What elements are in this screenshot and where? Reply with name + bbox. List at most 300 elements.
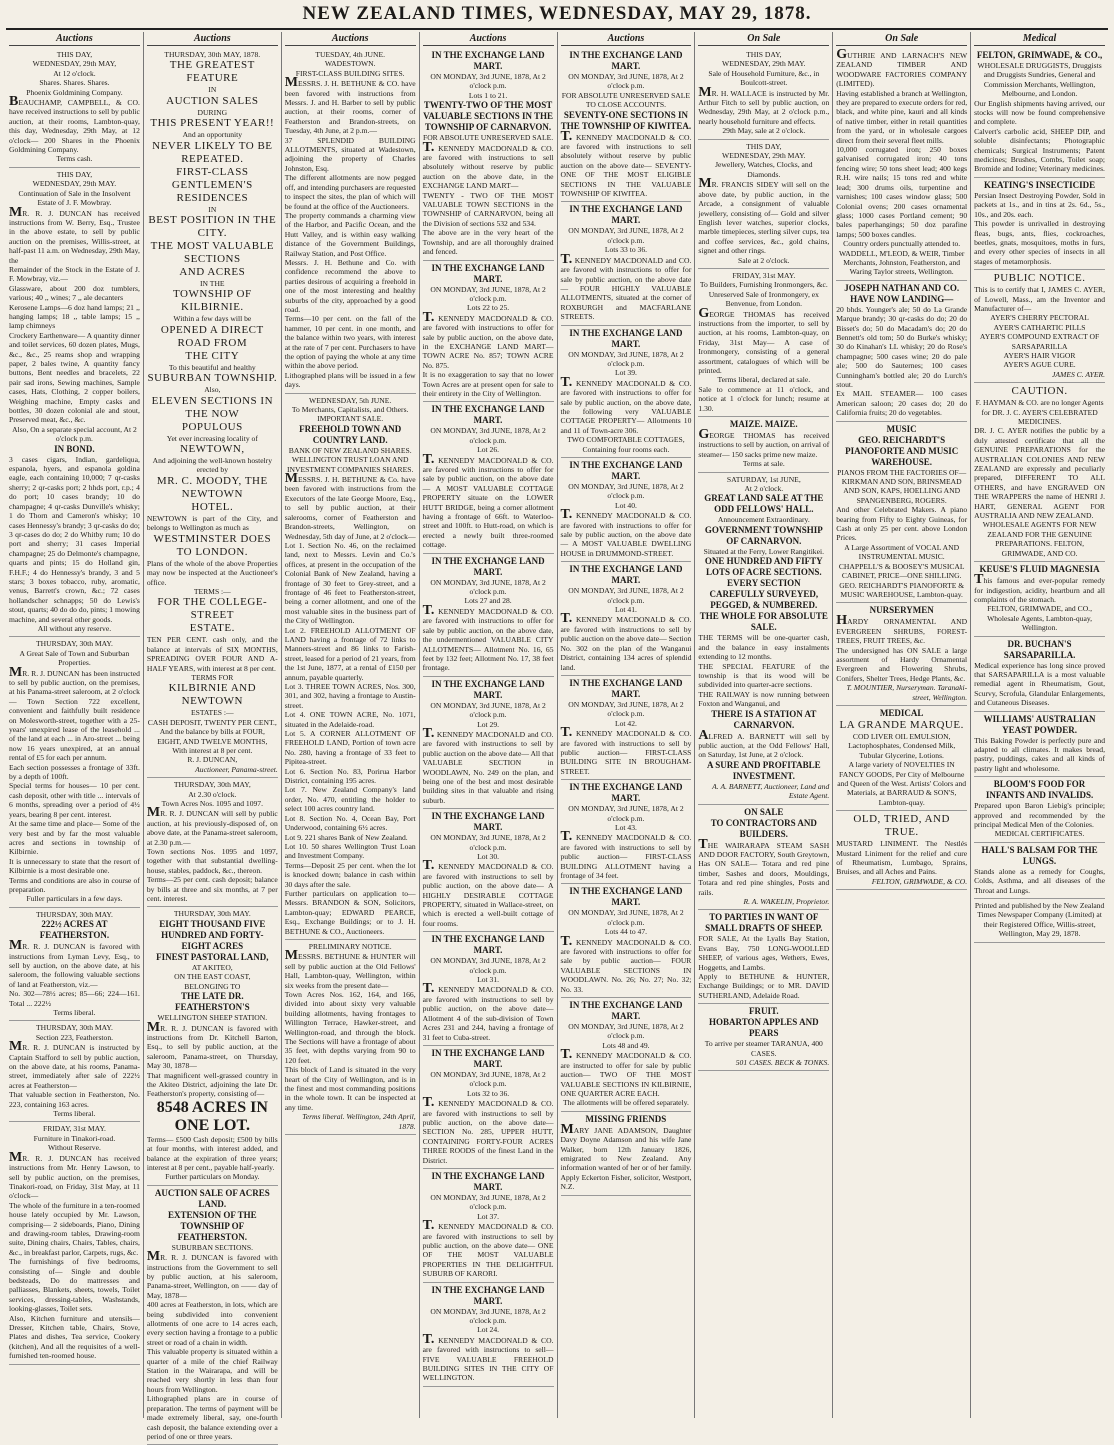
- ad-text: ONE HUNDRED AND FIFTY LOTS OF ACRE SECTIONS.: [704, 556, 823, 578]
- ad-text: Having established a branch at Wellington, they are prepared to execute orders for red, black, and white pine, kauri and all kinds of native timber, either in retail quantities from the yard, or in wholesale cargoes direct from their several fleet mills.: [836, 88, 968, 145]
- ad-text: Shares. Shares. Shares.: [39, 78, 110, 88]
- ad-text: WELLINGTON TRUST LOAN AND INVESTMENT COMPANIES SHARES.: [287, 455, 414, 474]
- ad-text: BLOOM'S FOOD FOR INFANTS AND INVALIDS.: [985, 779, 1094, 801]
- ad-text: The whole of the furniture in a ten-roomed house lately occupied by Mr. Lawson, comprising— 2 sideboards, Piano, Dining and drawing-room tables, Drawing-room suite, Dining chairs, Chairs, Tables, chairs, &c., in breakfast parlor, Carpets, rugs, &c.: [9, 1200, 140, 1257]
- ad-text: Terms cash.: [56, 154, 93, 164]
- ad-text: Announcement Extraordinary.: [717, 515, 810, 525]
- ad-text: TWENTY-TWO OF THE MOST VALUABLE SECTIONS IN THE TOWNSHIP OF CARNARVON.: [423, 100, 554, 133]
- ad-text: Lot 31.: [477, 975, 500, 985]
- ad-text: F. HAYMAN & CO. are no longer Agents for DR. J. C. AYER'S CELEBRATED MEDICINES.: [975, 398, 1104, 426]
- ad-text: Lot 24.: [477, 1325, 500, 1335]
- advertisement: [9, 168, 140, 638]
- ad-text: IMPORTANT SALE.: [317, 414, 384, 424]
- ad-text: And the balance by bills at FOUR, EIGHT, AND TWELVE MONTHS,: [157, 727, 268, 746]
- ad-text: WHOLESALE DRUGGISTS, Druggists and Druggists Sundries, General and Commission Merchants, Wellington, Melbourne, and London.: [977, 61, 1102, 99]
- ad-text: Furniture in Tinakori-road.: [33, 1133, 116, 1143]
- ad-text: TO PARTIES IN WANT OF SMALL DRAFTS OF SHEEP.: [705, 912, 823, 934]
- ad-text: BEAUCHAMP, CAMPBELL, & CO. have received instructions to sell by public auction, at their rooms, Lambton-quay, this day, Wednesday, 29th May, at 12 o'clock— 200 Shares in the Phoenix Goldmining Company.: [9, 94, 140, 155]
- masthead: [6, 0, 1108, 30]
- ad-text: THE GREATEST FEATURE: [169, 59, 255, 85]
- ad-text: ESTATE.: [189, 622, 235, 635]
- ad-text: THE WHOLE FOR ABSOLUTE SALE.: [699, 611, 828, 633]
- ad-text: IN THE EXCHANGE LAND MART.: [431, 404, 545, 426]
- advertisement: [974, 777, 1105, 843]
- advertisement: [698, 269, 829, 417]
- advertisement: [423, 809, 554, 932]
- ad-text: THURSDAY, 30th MAY.: [173, 909, 251, 919]
- ad-text: ON MONDAY, 3rd JUNE, 1878, At 2 o'clock p.m.: [568, 804, 684, 823]
- ad-text: Town sections Nos. 1095 and 1097, together with that substantial dwelling-house, stables, paddock, &c., thereon.: [146, 847, 278, 875]
- ad-text: EVERY SECTION CAREFULLY SURVEYED, PEGGED, & NUMBERED.: [709, 578, 819, 611]
- ad-text: WEDNESDAY, 29th MAY.: [722, 59, 806, 69]
- ad-text: Sale at 2 o'clock.: [738, 255, 790, 265]
- advertisement: [561, 884, 692, 998]
- ad-text: FOR THE COLLEGE-STREET: [157, 596, 268, 622]
- ad-text: Calvert's carbolic acid, SHEEP DIP, and soluble disinfectants; Photographic chemicals; Surgical Instruments; Patent medicines; Brushes, Combs, Toilet soap; Bromide and Iodine; Veterinary medicines.: [974, 126, 1105, 174]
- ad-text: ON MONDAY, 3rd JUNE, 1878, At 2 o'clock p.m.: [430, 1069, 546, 1089]
- ad-text: IN THE EXCHANGE LAND MART.: [431, 1170, 545, 1192]
- advertisement: [561, 326, 692, 458]
- advertisement: [836, 422, 967, 604]
- ad-text: No. 302—78½ acres; 85—66; 224—161. Total ... 222½: [9, 989, 140, 1008]
- ad-text: Lot 8. Section No. 4, Ocean Bay, Port Underwood, containing 6½ acres.: [284, 813, 416, 833]
- ad-text: Lot 37.: [477, 1211, 500, 1221]
- ad-text: FINEST PASTORAL LAND,: [156, 951, 269, 962]
- ad-text: FELTON, GRIMWADE, & CO.: [871, 876, 968, 886]
- ad-text: IN THE EXCHANGE LAND MART.: [431, 678, 545, 700]
- ad-text: And an opportunity: [182, 130, 243, 140]
- ad-text: GUTHRIE AND LARNACH'S NEW ZEALAND TIMBER AND WOODWARE FACTORIES COMPANY (LIMITED).: [836, 47, 968, 89]
- ad-text: The furnishings of five bedrooms, consisting of— Single and double bedsteads, Do do mattresses and palliasses, Blankets, sheets, towels, Toilet services, dressing-tables, Washstands, looking-glasses, Toilet sets.: [9, 1257, 140, 1314]
- ad-text: AYER'S AGUE CURE.: [1003, 360, 1076, 370]
- ad-text: THE RAILWAY is now running between Foxton and Wanganui, and: [698, 689, 830, 709]
- advertisement: [9, 637, 140, 907]
- advertisement: [561, 1112, 692, 1196]
- ad-text: T. KENNEDY MACDONALD & CO. are favored with instructions to sell by public auction, on the above date— SECTION No. 285, UPPER HUTT, CONTAINING FORTY-FOUR ACRES THREE ROODS of the finest Land in the District.: [422, 1095, 554, 1165]
- ad-text: THE SPECIAL FEATURE of the township is that its wood will be subdivided into quarter-acre sections.: [698, 661, 830, 690]
- ad-text: JAMES C. AYER.: [1051, 369, 1105, 379]
- ad-text: Lots 27 and 28.: [464, 596, 512, 606]
- advertisement: [974, 383, 1105, 562]
- ad-text: erected by: [196, 465, 229, 475]
- ad-text: ON MONDAY, 3rd JUNE, 1878, At 2 o'clock p.m.: [430, 1192, 546, 1212]
- advertisement: [974, 637, 1105, 712]
- ad-text: T. MOUNTIER, Nurseryman. Taranaki-street, Wellington.: [846, 683, 968, 702]
- ad-text: A large variety of NOVELTIES IN FANCY GOODS, Per City of Melbourne and Queen of the West. Artists' Colors and Materials, at BARRAUD & SON'S, Lambton-quay.: [837, 760, 967, 807]
- ad-text: SATURDAY, 1st JUNE,: [726, 474, 801, 484]
- ad-text: 400 acres at Featherston, in lots, which are being subdivided into convenient allotments of one acre to 14 acres each, every section having a frontage to a public street or road of a chain in width.: [146, 1300, 278, 1347]
- ad-text: All without any reserve.: [37, 623, 112, 633]
- ad-text: MUSTARD LINIMENT. The Nestlés Mustard Liniment for the relief and cure of Rheumatism, Lumbago, Sprains, Bruises, and all Aches and Pains.: [836, 839, 968, 877]
- ad-text: Printed and published by the New Zealand Times Newspaper Company (Limited) at their Registered Office, Willis-street, Wellington, May 29, 1878.: [974, 901, 1105, 939]
- ad-text: GOVERNMENT TOWNSHIP OF CARNARVON.: [704, 524, 823, 546]
- ad-text: T. KENNEDY MACDONALD & CO. are favored with instructions to sell by public auction— FIRST-CLASS BUILDING ALLOTMENT having a frontage of 34 feet.: [560, 829, 692, 880]
- ad-text: PUBLIC NOTICE.: [993, 272, 1086, 285]
- ad-text: IN THE EXCHANGE LAND MART.: [431, 555, 545, 577]
- ad-text: FRIDAY, 31st MAY.: [732, 270, 796, 280]
- ad-text: Country orders punctually attended to.: [843, 239, 961, 249]
- advertisement: [147, 48, 278, 778]
- column-heading: Auctions: [9, 32, 140, 46]
- ad-text: TWO COMFORTABLE COTTAGES, Containing four rooms each.: [567, 435, 685, 454]
- ad-text: THE CITY: [185, 349, 240, 362]
- ad-text: MR. R. J. DUNCAN has received instructions from Mr. Henry Lawson, to sell by public auction, on the premises, Tinakori-road, on Friday, 31st May, at 11 o'clock—: [9, 1149, 140, 1201]
- ad-text: Lot 29.: [477, 719, 500, 729]
- ad-text: Terms— £500 Cash deposit; £500 by bills at four months, with interest added, and balance at the expiration of three years; interest at 8 per cent., payable half-yearly.: [146, 1134, 278, 1172]
- ad-text: MR. R. J. DUNCAN is instructed by Captain Stafford to sell by public auction, on the above date, at his rooms, Panama-street, immediately after sale of 222½ acres at Featherston—: [9, 1039, 140, 1090]
- ad-text: At 2 o'clock.: [744, 484, 784, 494]
- column-heading: Medical: [974, 32, 1105, 46]
- ad-text: ESTATES :—: [190, 708, 234, 718]
- ad-text: WHOLESALE AGENTS FOR NEW ZEALAND FOR THE GENUINE PREPARATIONS. FELTON, GRIMWADE, AND CO.: [982, 520, 1097, 558]
- ad-text: TEN PER CENT. cash only, and the balance at intervals of SIX MONTHS, SPREADING OVER FOUR AND A-HALF YEARS, with interest at 8 per cent.: [146, 635, 278, 673]
- ad-text: NEVER LIKELY TO BE REPEATED.: [152, 139, 273, 165]
- ad-text: Town Acres Nos. 162, 164, and 166, divided into about sixty very valuable building allotments, having frontages to Willington Terrace, Hawker-street, and Wellington-road, and through the block. The Sections will have a frontage of about 35 feet, with depths varying from 90 to 120 feet.: [284, 990, 416, 1065]
- ad-text: Terms—25 per cent. cash deposit; balance by bills at three and six months, at 7 per cent. interest.: [146, 875, 278, 904]
- ad-text: Messrs. J. H. Bethune and Co. with confidence recommend the above to parties desirous of acquiring a freehold in one of the most interesting and healthy suburbs of the city, approached by a good road.: [284, 257, 416, 314]
- ad-text: IN THE EXCHANGE LAND MART.: [569, 204, 683, 226]
- ad-text: BANK OF NEW ZEALAND SHARES.: [288, 445, 412, 455]
- advertisement: [836, 281, 967, 422]
- advertisement: [423, 1283, 554, 1387]
- ad-text: This powder is unrivalled in destroying fleas, bugs, ants, flies, cockroaches, beetles, gnats, mosquitoes, moths in furs, and every other species of insects in all stages of metamorphosis.: [974, 219, 1105, 266]
- advertisement: [974, 899, 1105, 943]
- advertisement: [561, 998, 692, 1112]
- ad-text: ON MONDAY, 3rd JUNE, 1878, At 2 o'clock p.m.: [430, 700, 546, 720]
- ad-text: MEDICAL: [879, 707, 924, 718]
- ad-text: To this beautiful and healthy: [168, 362, 256, 372]
- ad-text: WILLIAMS' AUSTRALIAN YEAST POWDER.: [983, 713, 1096, 735]
- ad-text: GEO. REICHARDT'S PIANOFORTE AND MUSIC WAREHOUSE.: [845, 434, 959, 467]
- ad-text: Medical experience has long since proved that SARSAPARILLA is a most valuable remedial agent in Rheumatism, Gout, Scurvy, Scrofula, Glandular Enlargements, and Cutaneous Diseases.: [974, 660, 1105, 708]
- column-2: [144, 32, 282, 1441]
- ad-text: ON MONDAY, 3rd JUNE, 1878, At 2 o'clock p.m.: [430, 1306, 546, 1326]
- ad-text: At 2.30 o'clock.: [188, 789, 237, 799]
- ad-text: DURING: [197, 107, 228, 117]
- ad-text: KILBIRNIE AND NEWTOWN: [168, 682, 257, 708]
- ad-text: ELEVEN SECTIONS IN THE NOW: [151, 394, 274, 420]
- ad-text: Lot 9. 221 shares Bank of New Zealand.: [284, 832, 408, 842]
- ad-text: At the same time and place— Some of the very best and by far the most valuable acres and sections in township of Kilbirnie.: [9, 819, 140, 857]
- ad-text: The above are in the very heart of the Township, and are all thoroughly drained and fenced.: [422, 228, 554, 257]
- column-heading: Auctions: [423, 32, 554, 46]
- ad-text: MR. C. MOODY, THE NEWTOWN: [156, 474, 268, 500]
- ad-text: ON MONDAY, 3rd JUNE, 1878, At 2 o'clock p.m.: [568, 908, 684, 927]
- advertisement: [285, 48, 416, 394]
- ad-text: NEWTOWN is part of the City, and belongs to Wellington as much as: [146, 513, 278, 533]
- advertisement: [561, 458, 692, 562]
- ad-text: IN THE: [200, 279, 225, 289]
- ad-text: FRIDAY, 31st MAY.: [42, 1124, 106, 1134]
- ad-text: Ex MAIL STEAMER— 100 cases American saloon; 20 cases do; 20 do California fruits; 20 do vegetables.: [836, 389, 968, 418]
- ad-text: ON MONDAY, 3rd JUNE, 1878, At 2 o'clock p.m.: [568, 72, 684, 91]
- ad-text: MR. R. J. DUNCAN is favored with instructions from Dr. Kitchell Barton, Esq., to sell by public auction, at the saleroom, Panama-street, on Thursday, May 30, 1878—: [146, 1019, 278, 1071]
- column-heading: On Sale: [698, 32, 829, 46]
- ad-text: Lot 5. A CORNER ALLOTMENT OF FREEHOLD LAND, Portion of town acre No. 280, having a frontage of 33 feet to Pipitea-street.: [284, 729, 416, 767]
- ad-text: This valuable property is situated within a quarter of a mile of the chief Railway Station in the Wairarapa, and will be reached very shortly in less than four hours from Wellington.: [146, 1347, 278, 1394]
- ad-text: And other Celebrated Makers. A piano bearing from Fifty to Eighty Guineas, for Cash at only 25 per cent. above London Prices.: [836, 505, 968, 543]
- ad-text: Also,: [204, 385, 221, 395]
- ad-text: At 12 o'clock.: [53, 68, 96, 78]
- advertisement: [561, 780, 692, 884]
- ad-text: THIS DAY,: [746, 50, 782, 59]
- ad-text: FIRST-CLASS GENTLEMEN'S RESIDENCES: [171, 165, 253, 204]
- ad-text: FOR ABSOLUTE UNRESERVED SALE TO CLOSE ACCOUNTS.: [561, 90, 691, 110]
- ad-text: ON MONDAY, 3rd JUNE, 1878, At 2 o'clock p.m.: [568, 1022, 684, 1041]
- ad-text: WEDNESDAY, 5th JUNE.: [309, 395, 392, 405]
- ad-text: EXTENSION OF THE TOWNSHIP OF FEATHERSTON.: [168, 1209, 257, 1242]
- ad-text: ON MONDAY, 3rd JUNE, 1878, At 2 o'clock p.m.: [430, 426, 546, 445]
- ad-text: IN THE EXCHANGE LAND MART.: [431, 1047, 545, 1069]
- ad-text: MESSRS. BETHUNE & HUNTER will sell by public auction at the Old Fellows' Hall, Lambton-quay, Wellington, within six weeks from the present date—: [284, 948, 416, 990]
- ad-text: Lots 1 to 21.: [468, 90, 508, 100]
- ad-text: IN THE EXCHANGE LAND MART.: [569, 460, 683, 481]
- ad-text: Yet ever increasing locality of: [166, 433, 258, 443]
- advertisement: [423, 261, 554, 403]
- ad-text: HALL'S BALSAM FOR THE LUNGS.: [981, 844, 1098, 866]
- advertisement: [423, 554, 554, 677]
- advertisement: [9, 48, 140, 168]
- ad-text: FIRST-CLASS BUILDING SITES.: [295, 68, 405, 78]
- ad-text: IN THE EXCHANGE LAND MART.: [431, 1284, 545, 1306]
- ad-text: ON MONDAY, 3rd JUNE, 1878, At 2 o'clock p.m.: [568, 482, 684, 501]
- ad-text: FOR ABSOLUTE UNRESERVED SALE.: [422, 133, 554, 143]
- ad-text: Lots 32 to 36.: [466, 1088, 510, 1098]
- ad-text: Also, On a separate special account, At 2 o'clock p.m.: [12, 424, 137, 444]
- ad-text: WEDNESDAY, 29th MAY.: [722, 151, 806, 161]
- ad-text: T. KENNEDY MACDONALD and CO. are favored with instructions to sell by public auction on the above date— All that VALUABLE SECTION in WOODLAWN, No. 249 on the plan, and being one of the best and most desirable building sites in that valuable and rising suburb.: [422, 725, 554, 805]
- ad-text: MUSIC: [886, 423, 917, 434]
- ad-text: THE WAIRARAPA STEAM SASH AND DOOR FACTORY, South Greytown, Has ON SALE— Totara and red pine timber, Sashes and doors, Mouldings, Totara and red pine shingles, Posts and rails.: [698, 836, 830, 897]
- ad-text: THIS DAY,: [56, 169, 93, 179]
- column-5: [558, 32, 696, 1418]
- ad-text: OLD, TRIED, AND TRUE.: [853, 813, 950, 839]
- ad-text: Terms and conditions are also in course of preparation.: [9, 875, 140, 894]
- ad-text: GEORGE THOMAS has received instructions from the importer, to sell by auction, at his rooms, Lambton-quay, on Friday, 31st May— A case of Ironmongery, consisting of a general assortment, catalogues of which will be printed.: [698, 305, 830, 375]
- advertisement: [974, 843, 1105, 899]
- ad-text: A Large Assortment of VOCAL AND INSTRUMENTAL MUSIC.: [844, 542, 960, 562]
- advertisement: [423, 1046, 554, 1169]
- ad-text: Terms at sale.: [742, 459, 785, 469]
- ad-text: A SURE AND PROFITABLE INVESTMENT.: [707, 759, 821, 781]
- ad-text: IN THE EXCHANGE LAND MART.: [431, 934, 545, 956]
- ad-text: Terms—10 per cent. on the fall of the hammer, 10 per cent. in one month, and the balance within two years, with interest at the rate of 7 per cent. Purchasers to have the option of paying the whole at any time within the above period.: [284, 314, 416, 371]
- advertisement: [423, 48, 554, 261]
- ad-text: The different allotments are now pegged off, and intending purchasers are requested to inspect the sites, the plan of which will be found at the office of the Auctioneers.: [284, 173, 416, 211]
- ad-text: IN THE EXCHANGE LAND MART.: [431, 262, 545, 284]
- ad-text: BELONGING TO: [184, 981, 241, 991]
- ad-text: TERMS :—: [193, 586, 231, 596]
- ad-text: AUCTION SALE OF ACRES LAND.: [154, 1187, 270, 1209]
- ad-text: WADESTOWN.: [324, 59, 376, 69]
- ad-text: Sale of Household Furniture, &c., in Boulcott-street.: [708, 68, 820, 88]
- ad-text: AYER'S HAIR VIGOR: [1003, 350, 1076, 360]
- column-heading: Auctions: [285, 32, 416, 46]
- ad-text: The undersigned has ON SALE a large assortment of Hardy Ornamental Evergreen and Flowering Shrubs, Conifers, Shelter Trees, Hedge Plants, &c.: [836, 645, 968, 683]
- ad-text: T. KENNEDY MACDONALD & CO. are favored with instructions to sell by public auction on the above date— Section No. 302 on the plan of the Wanganui District, containing 134 acres of splendid land.: [560, 611, 692, 672]
- ad-text: WESTMINSTER DOES TO LONDON.: [153, 532, 272, 558]
- advertisement: [836, 706, 967, 811]
- ad-text: WADDELL, M'LEOD, & WEIR, Timber Merchants, Johnston, Featherston, and Waring Taylor streets, Wellington.: [838, 248, 965, 277]
- ad-text: With interest at 8 per cent.: [172, 745, 253, 755]
- ad-text: Sale to commence at 11 o'clock, and notice at 1 o'clock for lunch; resume at 1.30.: [698, 384, 830, 413]
- ad-text: That valuable section in Featherston, No. 223, containing 163 acres.: [9, 1090, 140, 1109]
- ad-text: Lot 41.: [614, 605, 637, 615]
- advertisement: [698, 140, 829, 269]
- advertisement: [561, 562, 692, 676]
- ad-text: SEVENTY-ONE SECTIONS IN THE TOWNSHIP OF KIWITEA.: [560, 109, 692, 131]
- ad-text: MR. FRANCIS SIDEY will sell on the above date, by public auction, in the Arcade, a consignment of valuable jewellery, consisting of— Gold and silver English lever watches, superior clocks, marble timepieces, sterling silver cups, tea and coffee services, &c., gold chains, signet and other rings.: [698, 176, 830, 256]
- ad-text: T. KENNEDY MACDONALD & CO. are favored with instructions to sell— FIVE VALUABLE FREEHOLD BUILDING SITES IN THE CITY OF WELLINGTON.: [422, 1331, 554, 1383]
- ad-text: MR. R. J. DUNCAN will sell by public auction, at his previously-disposed of, on above date, at the Panama-street saleroom, at 2.30 p.m.—: [146, 805, 278, 847]
- ad-text: 8548 ACRES IN ONE LOT.: [156, 1098, 268, 1134]
- column-7: [833, 32, 971, 1418]
- ad-text: KEUSE'S FLUID MAGNESIA: [979, 564, 1100, 575]
- ad-text: IN THE EXCHANGE LAND MART.: [569, 564, 683, 586]
- ad-text: AND ACRES: [179, 266, 246, 279]
- ad-text: T. KENNEDY MACDONALD & CO. are favored with instructions to offer for sale by public auction, on the above date, the following very VALUABLE COTTAGE PROPERTY— Allotments 10 and 11 of Town-acre 306.: [560, 374, 692, 435]
- ad-text: MR. H. WALLACE is instructed by Mr. Arthur Fitch to sell by public auction, on Wednesday, 29th May, at 2 o'clock p.m., nearly household furniture and effects.: [698, 84, 830, 126]
- advertisement: [147, 907, 278, 1185]
- ad-text: HOTEL.: [191, 500, 234, 513]
- ad-text: Apply to BETHUNE & HUNTER, Exchange Buildings; or to MR. DAVID SUTHERLAND, Adelaide Road.: [698, 972, 830, 1000]
- ad-text: AT AKITEO,: [191, 962, 233, 972]
- ad-text: Lots 33 to 36.: [604, 245, 648, 255]
- ad-text: NURSERYMEN: [869, 605, 934, 616]
- ad-text: IN THE EXCHANGE LAND MART.: [431, 811, 545, 833]
- column-4: [420, 32, 558, 1418]
- ad-text: IN THE EXCHANGE LAND MART.: [431, 50, 545, 71]
- column-heading: Auctions: [147, 32, 278, 46]
- advertisement: [836, 48, 967, 281]
- ad-text: THIS DAY,: [56, 50, 93, 59]
- ad-text: And adjoining the well-known hostelry: [152, 456, 272, 466]
- advertisement: [9, 908, 140, 1022]
- advertisement: [285, 940, 416, 1135]
- ad-text: This is to certify that I, JAMES C. AYER, of Lowell, Mass., am the Inventor and Manufacturer of—: [974, 285, 1105, 313]
- ad-text: PRELIMINARY NOTICE.: [308, 941, 392, 951]
- ad-text: Lithographed plans will be issued in a few days.: [284, 370, 416, 390]
- advertisement: [836, 811, 967, 890]
- ad-text: IN THE EXCHANGE LAND MART.: [569, 677, 683, 699]
- ad-text: THURSDAY, 30th MAY.: [36, 909, 113, 919]
- ad-text: Also, Kitchen furniture and utensils— Dresser, Kitchen table, Chairs, Stove, Plates and dishes, Tea service, Cookery (kitchen), And all the requisites of a well-furnished ten-roomed house.: [9, 1313, 140, 1361]
- ad-text: 3 cases cigars, Indian, gardeliqua, espanola, hyers, and espanola goldina eagle, each containing 10,000; 7 qr-casks sherry; 2 qr-casks port; 2 hhds port, r.p.; 4 do port; 10 cases brandy; 10 do champagne; 4 qr-casks Dunville's whisky; 1 do Thorn and Cameron's whisky; 10 cases Hennessy's brandy; 3 qr-casks do do; 3 qr-cases do do; 2 do Whitby rum; 10 do port and sherry; 31 cases Imperial champagne; 25 do Delmonte's champagne, quarts and pints; 15 do Holland gin, F.H.F.; 4 do Hennessy's brandy, 3 and 5 stars; 3 boxes tobacco, ruby, aromatic, venus, Barrett's crown, &c.; 72 cases hollandscher schnapps; 50 do Lewis's stout, quarts; 40 do do do, pints; 1 mowing machine, and several other goods.: [9, 454, 140, 624]
- ad-text: Lots 22 to 25.: [466, 303, 510, 313]
- ad-text: MESSRS. J. H. BETHUNE & CO. have been favored with instructions from Messrs. J. and H. Barber to sell by public auction, at their rooms, corner of Featherston and Brandon-streets, on Tuesday, 4th June, at 2 p.m.—: [284, 75, 416, 136]
- ad-text: PIANOS FROM THE FACTORIES OF— KIRKMAN AND SON, BRINSMEAD AND SON, KAPS, HOELLING AND SPANGENBERG, ROGERS.: [837, 467, 967, 505]
- ad-text: Lot 10. 50 shares Wellington Trust Loan and Investment Company.: [284, 841, 416, 861]
- ad-text: AYER'S CATHARTIC PILLS: [993, 322, 1086, 332]
- ad-text: WEDNESDAY, 29th MAY,: [32, 59, 117, 69]
- ad-text: Lithographed plans are in course of preparation. The terms of payment will be made extremely liberal, say, one-fourth cash deposit, the balance extending over a period of one or three years.: [146, 1394, 278, 1441]
- ad-text: Terms liberal. Wellington, 24th April, 1878.: [302, 1112, 416, 1131]
- ad-text: Town Acres Nos. 1095 and 1097.: [161, 799, 263, 808]
- ad-text: Lot 26.: [477, 445, 500, 455]
- ad-text: T. KENNEDY MACDONALD & CO. are favored with instructions to sell absolutely without reserve by public auction on the above date, in the EXCHANGE LAND MART—: [422, 139, 554, 191]
- ad-text: IN THE EXCHANGE LAND MART.: [569, 782, 683, 804]
- ad-text: T. KENNEDY MACDONALD & CO. are favored with instructions to offer for sale by public auction, on the above date— A MOST VALUABLE COTTAGE PROPERTY situate on the LOWER HUTT BRIDGE, being a corner allotment having a frontage of 66ft. to Waterloo-street and 100ft. to Hutt-road, on which is erected a newly built three-roomed cottage.: [422, 451, 554, 550]
- ad-text: 10,000 corrugated iron; 250 boxes galvanised corrugated iron; 40 tons fencing wire; 50 tons sheet lead; 400 kegs R.H. wire nails; 15 tons red and white lead; 300 drums oils, turpentine and varnishes; 100 cases window glass; 500 Colonial ovens; 200 cases ornamental glass; 1000 cases Portland cement; 90 bales paperhangings; 50 doz parafine lamps; 500 boxes candles.: [836, 145, 968, 239]
- ad-text: ON MONDAY, 3rd JUNE, 1878, At 2 o'clock p.m.: [430, 577, 546, 597]
- ad-text: Terms liberal.: [53, 1008, 96, 1017]
- ad-text: ON THE EAST COAST,: [174, 972, 251, 982]
- column-6: [695, 32, 833, 1418]
- ad-text: THERE IS A STATION AT CARNARVON.: [711, 708, 817, 730]
- ad-text: MAIZE. MAIZE.: [729, 419, 798, 430]
- ad-text: THE MOST VALUABLE SECTIONS: [150, 240, 275, 266]
- ad-text: T. KENNEDY MACDONALD & CO. are favored with instructions to offer for sale by public auction, on the above date, in the EXCHANGE LAND MART— TOWN ACRE No. 857; TOWN ACRE No. 875.: [422, 309, 554, 370]
- ad-text: ON MONDAY, 3rd JUNE, 1878, At 2 o'clock p.m.: [568, 699, 684, 719]
- advertisement: [423, 677, 554, 809]
- ad-text: THURSDAY, 30th MAY.: [36, 1023, 113, 1033]
- ad-text: T. KENNEDY MACDONALD & CO. are favored with instructions to offer for sale by public auction, on the above date— A MOST VALUABLE DWELLING HOUSE in DRUMMOND-STREET.: [560, 507, 692, 558]
- ad-text: T. KENNEDY MACDONALD & CO. are instructed to offer for sale by public auction— TWO OF THE MOST VALUABLE SECTIONS IN KILBIRNIE, ONE QUARTER ACRE EACH.: [560, 1047, 692, 1098]
- ad-text: Fuller particulars in a few days.: [26, 894, 123, 904]
- column-3: [282, 32, 420, 1418]
- ad-text: THURSDAY, 30th MAY,: [173, 780, 251, 790]
- ad-text: THIS DAY,: [746, 141, 782, 151]
- ad-text: MR. R. J. DUNCAN is favored with instructions from Lyman Levy, Esq., to sell by auction, on the above date, at his saleroom, the following valuable sections of land at Featherston, viz.—: [9, 938, 140, 989]
- ad-text: Jewellery, Watches, Clocks, and Diamonds.: [715, 160, 813, 179]
- ad-text: CASH DEPOSIT, TWENTY PER CENT.,: [147, 717, 277, 727]
- ad-text: IN THE EXCHANGE LAND MART.: [569, 327, 683, 349]
- ad-text: Terms—Deposit 25 per cent. when the lot is knocked down; balance in cash within 30 days after the sale.: [284, 860, 416, 889]
- ad-text: FREEHOLD TOWN AND COUNTRY LAND.: [299, 423, 402, 445]
- ad-text: R. J. DUNCAN,: [187, 755, 238, 765]
- ad-text: Lot 2. FREEHOLD ALLOTMENT OF LAND having a frontage of 72 links to Manners-street and 86 links to Farish-street, leased for a period of 21 years, from the 1st June, 1877, at a rental of £150 per annum, payable quarterly.: [284, 625, 416, 682]
- advertisement: [423, 402, 554, 553]
- ad-text: T. KENNEDY MACDONALD & CO. are favored with instructions to offer for sale by public auction, on the above date, the undermentioned VALUABLE CITY ALLOTMENTS— Allotment No. 16, 65 feet by 132 feet; Allotment No. 17, 38 feet frontage.: [422, 602, 554, 673]
- advertisement: [147, 1186, 278, 1445]
- advertisement: [974, 712, 1105, 778]
- ad-text: 29th May, sale at 2 o'clock.: [722, 126, 806, 136]
- ad-text: Lots 48 and 49.: [602, 1040, 650, 1050]
- ad-text: R. A. WAKELIN, Proprietor.: [743, 897, 830, 906]
- advertisement: [9, 1122, 140, 1364]
- ad-text: MESSRS. J. H. BETHUNE & Co. have been favored with instructions from the Executors of the late George Moore, Esq., to sell by public auction, at their salerooms, corner of Featherston and Brandon-streets, Wellington, on Wednesday, 5th day of June, at 2 o'clock—: [284, 471, 416, 541]
- ad-text: SUBURBAN TOWNSHIP.: [147, 372, 278, 385]
- ad-text: ON MONDAY, 3rd JUNE, 1878, At 2 o'clock p.m.: [568, 586, 684, 605]
- ad-text: A Great Sale of Town and Suburban Properties.: [19, 648, 130, 668]
- ad-text: Plans of the whole of the above Properties may now be inspected at the Auctioneer's office.: [146, 558, 278, 587]
- ad-text: Lot 7. New Zealand Company's land order, No. 470, entitling the holder to select 100 acres country land.: [284, 785, 416, 814]
- ad-text: IN THE EXCHANGE LAND MART.: [569, 50, 683, 71]
- ad-text: ON MONDAY, 3rd JUNE, 1878, At 2 o'clock p.m.: [568, 226, 684, 245]
- ad-text: T. KENNEDY MACDONALD & CO. are favored with instructions to sell by public auction, on the above date— A HIGHLY DESIRABLE COTTAGE PROPERTY, situated in Wallace-street, on which is erected a well-built cottage of four rooms.: [422, 858, 554, 928]
- ad-text: Glassware, about 200 doz tumblers, various; 40 ,, wines; 7 ,, ale decanters: [9, 283, 140, 303]
- ad-text: IN: [208, 85, 217, 95]
- ad-text: FOR SALE, At the Lyalls Bay Station, Evans Bay, 750 LONG-WOOLLED SHEEP, of various ages, Wethers, Ewes, Hoggetts, and Lambs.: [698, 934, 830, 972]
- ad-text: GEORGE THOMAS has received instructions to sell by auction, on arrival of steamer— 150 sacks prime new maize.: [698, 427, 830, 459]
- ad-text: HOBARTON APPLES AND PEARS: [709, 1017, 819, 1039]
- ad-text: 37 SPLENDID BUILDING ALLOTMENTS, situated at Wadestown, adjoining the property of Charles Johnston, Esq.: [284, 135, 416, 173]
- ad-text: THURSDAY, 30th MAY, 1878.: [164, 50, 261, 59]
- ad-text: NEWTOWN,: [180, 443, 245, 456]
- ad-text: T. KENNEDY MACDONALD & CO. are favored with instructions to sell by public auction— FIRST-CLASS BUILDING SITE IN BROUGHAM-STREET.: [560, 725, 692, 776]
- ad-text: A. A. BARNETT, Auctioneer, Land and Estate Agent.: [712, 781, 830, 801]
- ad-text: KEATING'S INSECTICIDE: [984, 179, 1096, 190]
- ad-text: To Builders, Furnishing Ironmongers, &c.: [699, 280, 828, 290]
- ad-text: Further particulars on application to— Messrs. BRANDON & SON, Solicitors, Lambton-quay; EDWARD PEARCE, Esq., Exchange Buildings; or to J. H. BETHUNE & CO., Auctioneers.: [284, 888, 416, 936]
- ad-text: The allotments will be offered separately.: [562, 1098, 689, 1108]
- ad-text: AUCTION SALES: [166, 94, 259, 107]
- ad-text: Prepared upon Baron Liebig's principle; approved and recommended by the principal Medical Men of the Colonies.: [974, 801, 1105, 829]
- column-8: [971, 32, 1108, 1418]
- advertisement: [423, 932, 554, 1046]
- ad-text: ON SALE: [744, 806, 784, 817]
- ad-text: Lot 40.: [614, 500, 637, 510]
